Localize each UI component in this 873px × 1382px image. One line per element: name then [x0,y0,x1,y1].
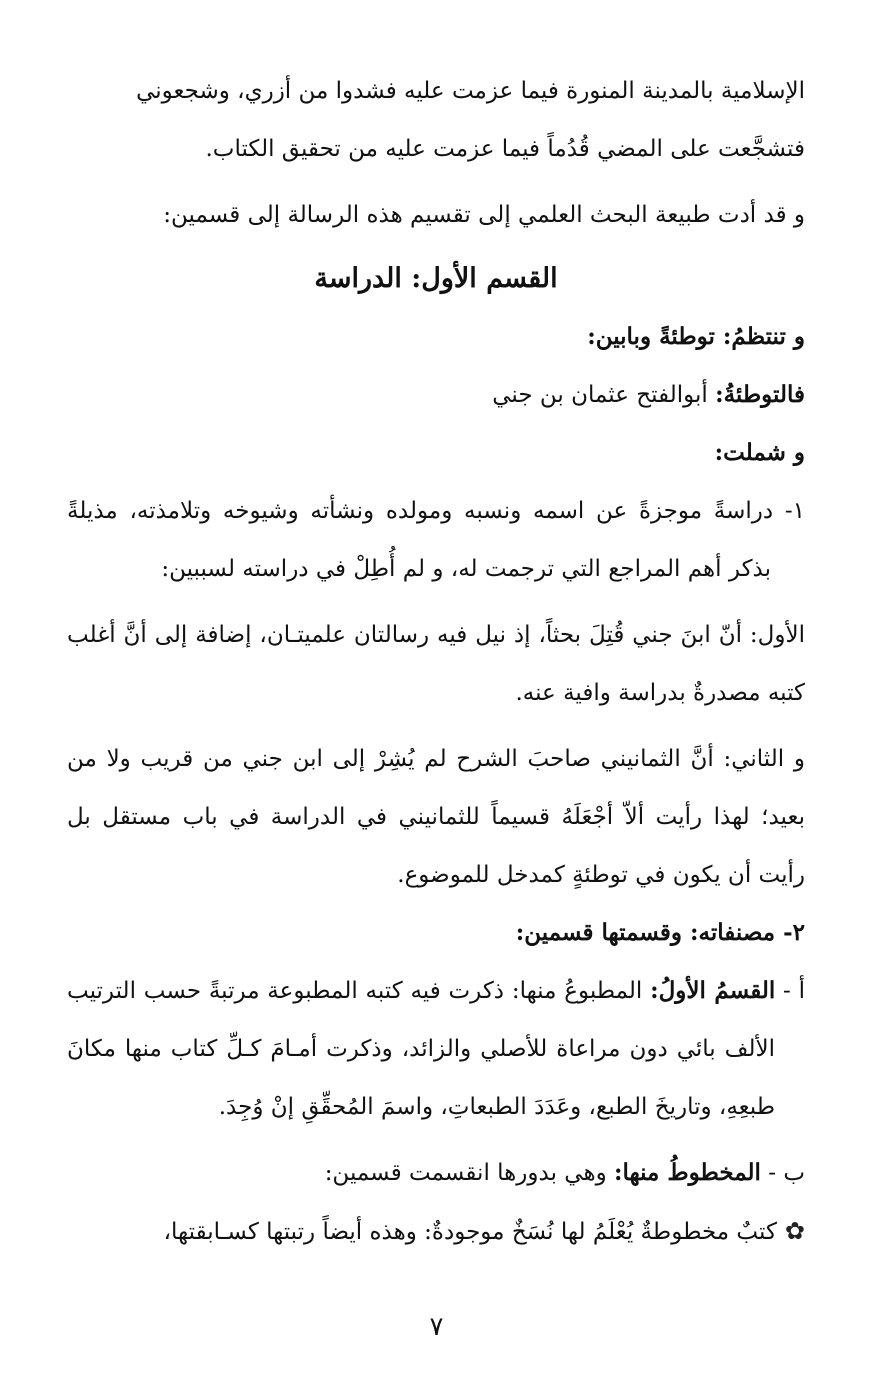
paragraph-intro-line1: الإسلامية بالمدينة المنورة فيما عزمت عليه فشدوا من أزري، وشجعوني [136,78,805,104]
intro-text: أبوالفتح عثمان بن جني [492,382,708,408]
first-reason: الأول: أنّ ابنَ جني قُتِلَ بحثاً، إذ نيل فيه رسالتان علميتـان، إضافة إلى أنَّ أغلب كتبه مصدرةٌ بدراسة وافية عنه. [67,622,805,706]
bullet-text: كتبٌ مخطوطةٌ يُعْلَمُ لها نُسَخٌ موجودةٌ: وهذه أيضاً رتبتها كسـابقتها، [163,1219,777,1245]
included-label: و شملت: [714,439,805,466]
flower-bullet-icon: ✿ [784,1217,805,1245]
intro-line [67,366,805,424]
item-one: ١- دراسةً موجزةً عن اسمه ونسبه ومولده ونشأته وشيوخه وتلامذته، مذيلةً بذكر أهم المراجع التي ترجمت له، و لم أُطِلْ في دراسته لسببين: [67,498,805,582]
item-two: ٢- مصنفاته: وقسمتها قسمين: [515,919,805,946]
sub-item-b [67,1144,805,1202]
second-reason: و الثاني: أنَّ الثمانيني صاحبَ الشرح لم يُشِرْ إلى ابن جني من قريب ولا من بعيد؛ لهذا رأيت ألاّ أجْعَلَهُ قسيماً للثمانيني في الدراسة في باب مستقل بل رأيت أن يكون في توطئةٍ كمدخل للموضوع. [67,746,805,888]
sub-b-text: وهي بدورها انقسمت قسمين: [324,1160,607,1186]
sub-a-label: القسمُ الأولُ: [650,977,776,1004]
organize-label: و تنتظمُ: توطئةً وبابين: [587,323,805,350]
heading-part-one: القسم الأول: الدراسة [314,263,558,294]
page-number: ٧ [429,1312,444,1342]
sub-b-prefix: ب - [768,1160,805,1186]
paragraph-intro-line2: فتشجَّعت على المضي قُدُماً فيما عزمت عليه من تحقيق الكتاب. [205,136,805,162]
sub-item-a [67,962,805,1136]
sub-a-prefix: أ - [783,978,805,1004]
sub-a-text: المطبوعُ منها: ذكرت فيه كتبه المطبوعة مرتبةً حسب الترتيب الألف بائي دون مراعاة للأصلي والزائد، وذكرت أمـامَ كـلِّ كتاب منها مكانَ طبعِهِ، وتاريخَ الطبع، وعَدَدَ الطبعاتِ، واسمَ المُحقِّقِ إنْ وُجِدَ. [67,978,775,1120]
sub-b-label: المخطوطُ منها: [614,1159,761,1186]
bullet-item [67,1202,805,1261]
intro-label: فالتوطئةُ: [715,381,805,408]
page-body [67,62,805,1261]
paragraph-division: و قد أدت طبيعة البحث العلمي إلى تقسيم هذه الرسالة إلى قسمين: [163,202,805,228]
